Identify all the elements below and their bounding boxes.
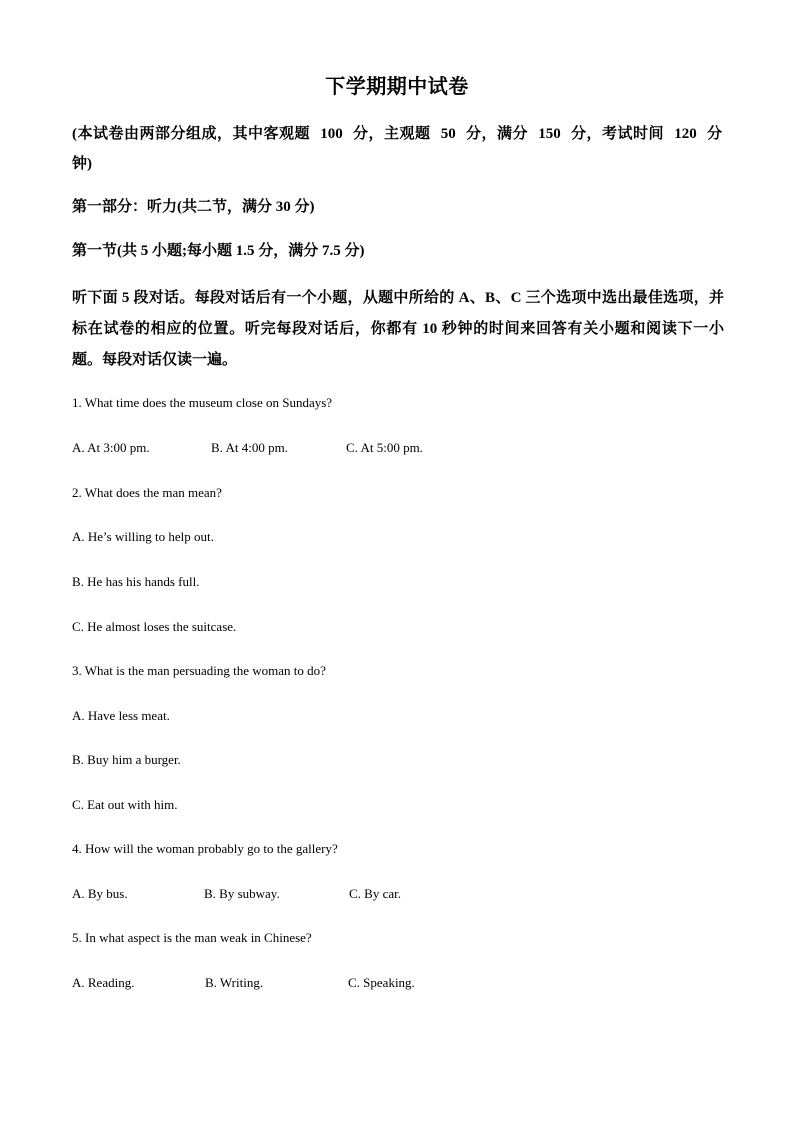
question-4-option-b: B. By subway. [204, 886, 280, 901]
question-4-option-a: A. By bus. [72, 886, 128, 901]
question-4-stem: 4. How will the woman probably go to the gallery? [72, 841, 338, 856]
question-5-option-b: B. Writing. [205, 975, 264, 990]
question-1-option-a: A. At 3:00 pm. [72, 440, 150, 455]
question-1-options [72, 438, 572, 458]
question-5-option-a: A. Reading. [72, 975, 135, 990]
question-1-stem: 1. What time does the museum close on Sundays? [72, 395, 333, 410]
page-title: 下学期期中试卷 [325, 76, 469, 98]
question-1-option-c: C. At 5:00 pm. [346, 440, 423, 455]
question-5-options [72, 973, 572, 993]
question-3-option-b: B. Buy him a burger. [72, 752, 181, 767]
question-2-stem: 2. What does the man mean? [72, 485, 222, 500]
question-4-option-c: C. By car. [349, 886, 401, 901]
question-5-option-c: C. Speaking. [348, 975, 415, 990]
exam-intro: (本试卷由两部分组成，其中客观题 100 分，主观题 50 分，满分 150 分，考试时间 120 分钟) [72, 126, 722, 172]
question-2-option-b: B. He has his hands full. [72, 574, 200, 589]
question-2-option-c: C. He almost loses the suitcase. [72, 619, 237, 634]
listening-instructions: 听下面 5 段对话。每段对话后有一个小题，从题中所给的 A、B、C 三个选项中选出最佳选项，并标在试卷的相应的位置。听完每段对话后，你都有 10 秒钟的时间来回答有关小题和阅读下一小题。每段对话仅读一遍。 [72, 290, 724, 368]
section-one-heading: 第一节(共 5 小题;每小题 1.5 分，满分 7.5 分) [72, 243, 365, 259]
question-5-stem: 5. In what aspect is the man weak in Chinese? [72, 930, 312, 945]
question-3-option-a: A. Have less meat. [72, 708, 170, 723]
question-4-options [72, 884, 572, 904]
question-3-option-c: C. Eat out with him. [72, 797, 178, 812]
question-2-option-a: A. He’s willing to help out. [72, 529, 214, 544]
question-1-option-b: B. At 4:00 pm. [211, 440, 288, 455]
question-3-stem: 3. What is the man persuading the woman to do? [72, 663, 326, 678]
part-one-heading: 第一部分：听力(共二节，满分 30 分) [72, 199, 315, 215]
